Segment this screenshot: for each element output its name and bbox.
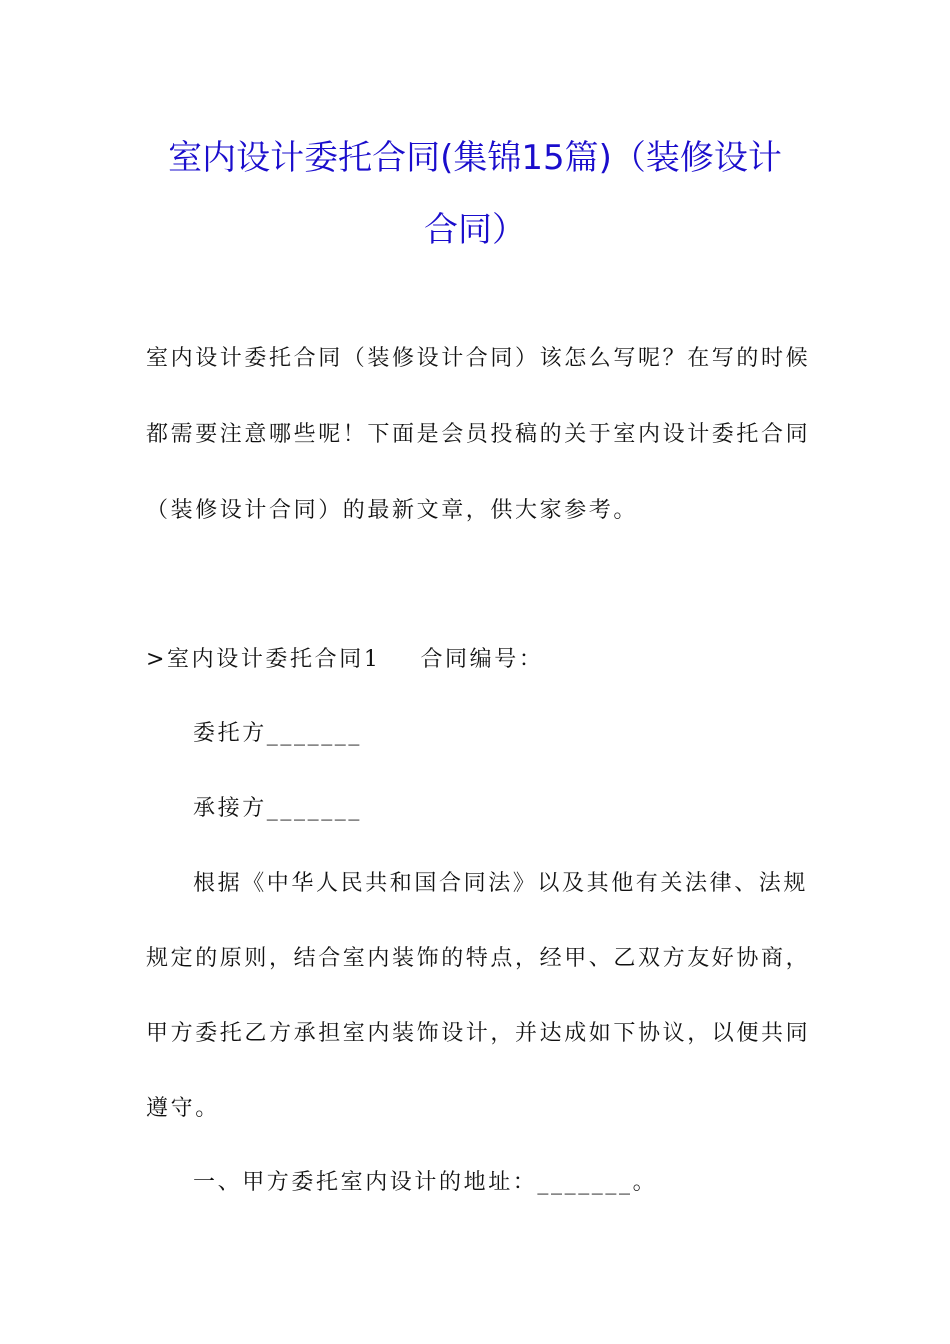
contract-heading-row xyxy=(146,646,806,674)
document-title-line-1: 室内设计委托合同(集锦15篇)（装修设计 xyxy=(168,138,782,178)
contract-heading: >室内设计委托合同1 xyxy=(146,647,381,672)
intro-line-3: （装修设计合同）的最新文章，供大家参考。 xyxy=(146,498,639,523)
basis-line-3: 甲方委托乙方承担室内装饰设计，并达成如下协议，以便共同 xyxy=(146,1021,811,1046)
intro-line-2: 都需要注意哪些呢！下面是会员投稿的关于室内设计委托合同 xyxy=(146,422,811,447)
client-field: 委托方_______ xyxy=(193,721,363,746)
intro-line-1: 室内设计委托合同（装修设计合同）该怎么写呢？在写的时候 xyxy=(146,346,811,371)
basis-line-2: 规定的原则，结合室内装饰的特点，经甲、乙双方友好协商， xyxy=(146,946,811,971)
clause-1: 一、甲方委托室内设计的地址：_______。 xyxy=(193,1170,658,1195)
contract-number-label: 合同编号： xyxy=(420,647,544,672)
document-title-line-2: 合同） xyxy=(424,210,526,250)
basis-line-1: 根据《中华人民共和国合同法》以及其他有关法律、法规 xyxy=(193,871,809,896)
basis-line-4: 遵守。 xyxy=(146,1096,220,1121)
contractor-field: 承接方_______ xyxy=(193,796,363,821)
